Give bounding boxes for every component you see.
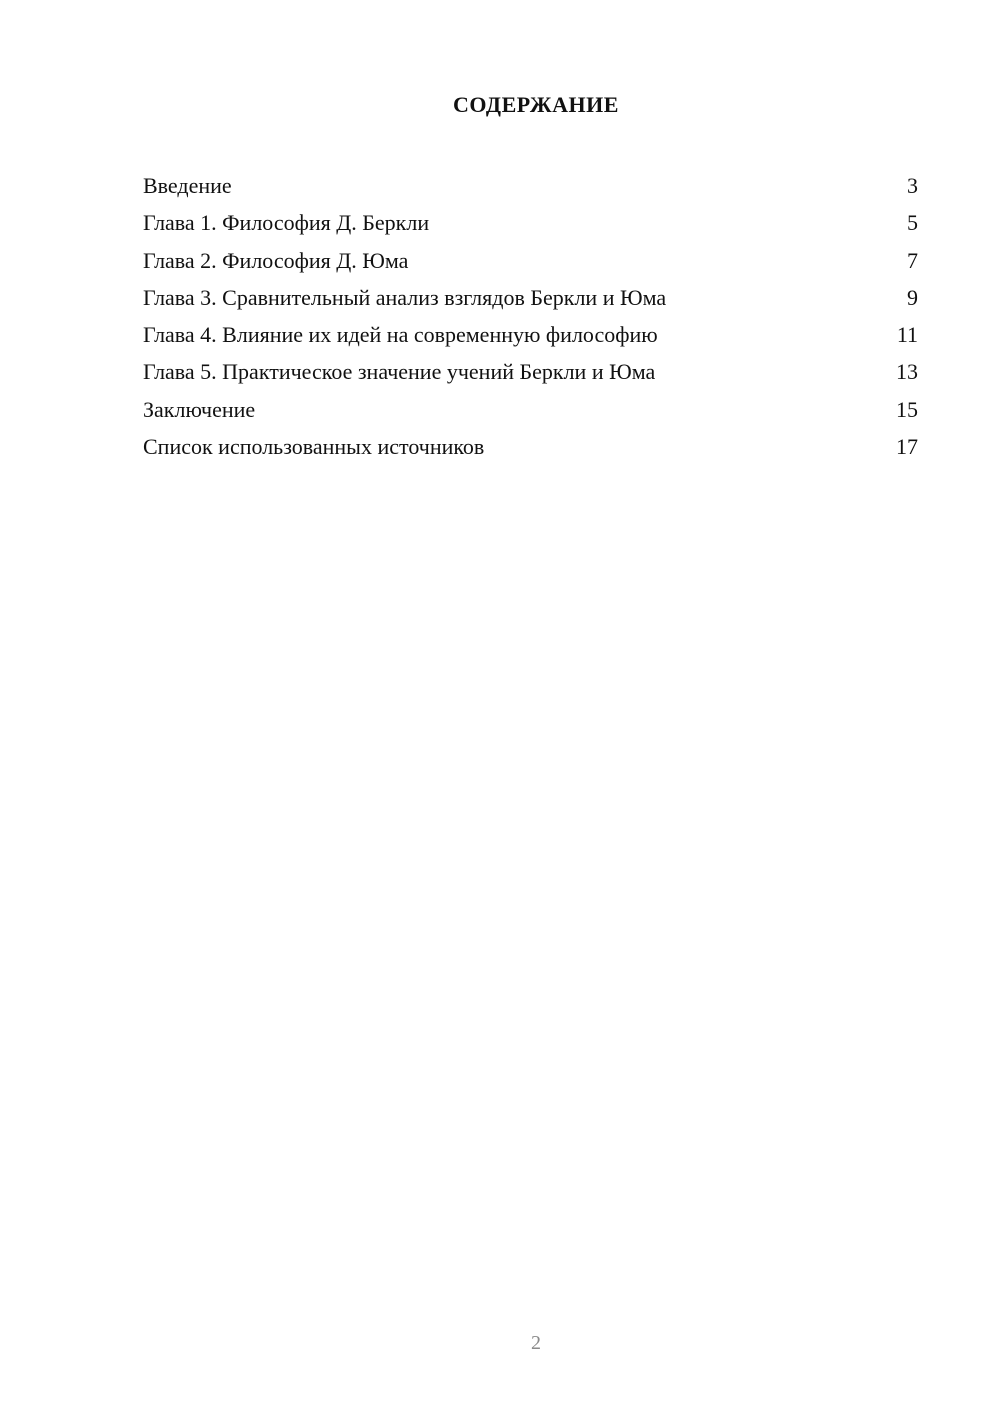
toc-entry-title: Глава 4. Влияние их идей на современную философию <box>143 322 658 348</box>
toc-entry-page: 9 <box>907 284 918 310</box>
toc-entry-page: 11 <box>896 322 918 348</box>
toc-entry-page: 17 <box>896 434 918 460</box>
toc-entry-title: Глава 3. Сравнительный анализ взглядов Беркли и Юма <box>143 284 667 310</box>
toc-entry <box>143 391 918 428</box>
toc-entry-title: Список использованных источников <box>143 434 485 460</box>
toc-entry <box>143 428 918 465</box>
table-of-contents <box>143 167 918 465</box>
toc-entry-title: Введение <box>143 173 232 198</box>
toc-entry <box>143 279 918 316</box>
toc-entry-page: 5 <box>907 210 918 236</box>
toc-entry-title: Глава 2. Философия Д. Юма <box>143 247 409 273</box>
toc-entry-title: Глава 1. Философия Д. Беркли <box>143 210 430 236</box>
toc-entry <box>143 204 918 241</box>
toc-entry-page: 7 <box>907 247 918 273</box>
toc-entry <box>143 167 918 204</box>
toc-entry-title: Глава 5. Практическое значение учений Беркли и Юма <box>143 359 656 385</box>
toc-entry <box>143 316 918 353</box>
toc-heading: СОДЕРЖАНИЕ <box>453 92 619 117</box>
toc-entry-title: Заключение <box>143 396 256 422</box>
toc-entry <box>143 353 918 390</box>
toc-entry-page: 13 <box>896 359 918 385</box>
toc-entry-page: 3 <box>907 173 918 198</box>
toc-entry <box>143 242 918 279</box>
toc-entry-page: 15 <box>896 396 918 422</box>
page-number: 2 <box>531 1332 541 1354</box>
